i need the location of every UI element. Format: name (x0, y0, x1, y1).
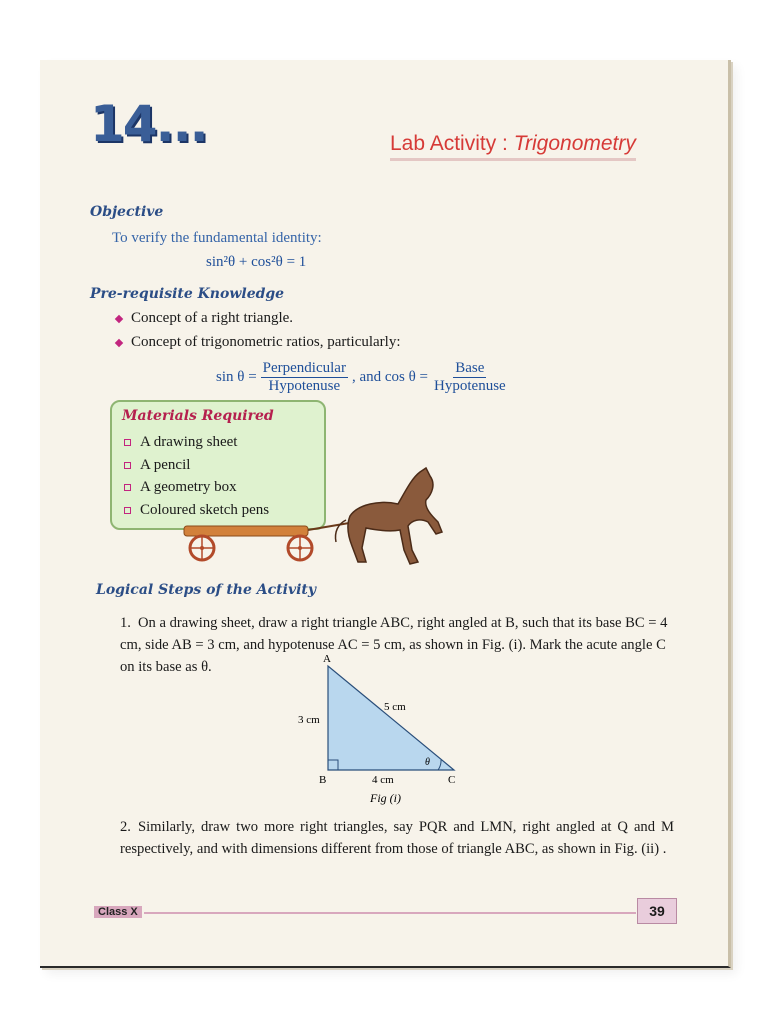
connector-text: , and cos θ = (351, 369, 429, 385)
textbook-page (40, 60, 731, 968)
horse-cart-illustration (180, 464, 450, 568)
chapter-title (390, 132, 636, 161)
theta-label: θ (425, 757, 430, 768)
right-triangle-figure (290, 652, 470, 812)
diamond-bullet-icon (115, 338, 123, 346)
page-number: 39 (637, 898, 677, 924)
horse-icon (335, 468, 442, 564)
prerequisite-list (116, 310, 401, 358)
triangle-abc (328, 666, 454, 770)
title-topic: Trigonometry (513, 132, 636, 155)
step-text: Similarly, draw two more right triangles, say PQR and LMN, right angled at Q and M respectively, and with dimensions different from those of triangle ABC, as shown in Fig. (ii) . (120, 819, 674, 857)
step-number: 1. (120, 615, 131, 631)
list-item: Coloured sketch pens (124, 502, 269, 525)
square-bullet-icon (124, 507, 131, 514)
diamond-bullet-icon (115, 314, 123, 322)
logical-steps-heading: Logical Steps of the Activity (96, 582, 316, 598)
side-ab-label: 3 cm (298, 714, 320, 726)
side-ac-label: 5 cm (384, 701, 406, 713)
vertex-b-label: B (319, 774, 327, 786)
trig-ratio-formulas (216, 360, 512, 395)
cos-denominator: Hypotenuse (434, 378, 506, 394)
figure-caption: Fig (i) (370, 791, 401, 805)
sin-label: sin θ = (216, 369, 257, 385)
list-item: A geometry box (124, 479, 269, 502)
sin-fraction (261, 360, 348, 395)
prerequisite-heading: Pre-requisite Knowledge (90, 286, 285, 302)
square-bullet-icon (124, 439, 131, 446)
list-item: Concept of trigonometric ratios, particularly: (116, 334, 401, 358)
step-number: 2. (120, 819, 131, 835)
step-2 (120, 816, 674, 860)
list-item: Concept of a right triangle. (116, 310, 401, 334)
title-prefix: Lab Activity : (390, 132, 514, 155)
vertex-c-label: C (448, 774, 456, 786)
footer-divider (144, 912, 636, 914)
list-item: A drawing sheet (124, 434, 269, 457)
class-label: Class X (94, 906, 142, 918)
cos-numerator: Base (455, 360, 485, 376)
chapter-number: 14... (90, 95, 207, 153)
list-item: A pencil (124, 457, 269, 480)
cart-icon (184, 522, 355, 560)
step-text: On a drawing sheet, draw a right triangle ABC, right angled at B, such that its base BC = 4 cm, side AB = 3 cm, and hypotenuse AC = 5 cm, as shown in Fig. (i). Mark the acute angle C on its base as θ. (120, 615, 668, 675)
objective-text: To verify the fundamental identity: (112, 230, 322, 246)
objective-heading: Objective (90, 204, 164, 220)
sin-denominator: Hypotenuse (268, 378, 341, 394)
square-bullet-icon (124, 484, 131, 491)
side-bc-label: 4 cm (372, 774, 394, 786)
square-bullet-icon (124, 462, 131, 469)
materials-heading: Materials Required (122, 408, 274, 424)
sin-numerator: Perpendicular (262, 360, 346, 376)
identity-formula: sin²θ + cos²θ = 1 (206, 254, 307, 270)
cos-fraction (432, 360, 508, 395)
vertex-a-label: A (323, 653, 331, 665)
